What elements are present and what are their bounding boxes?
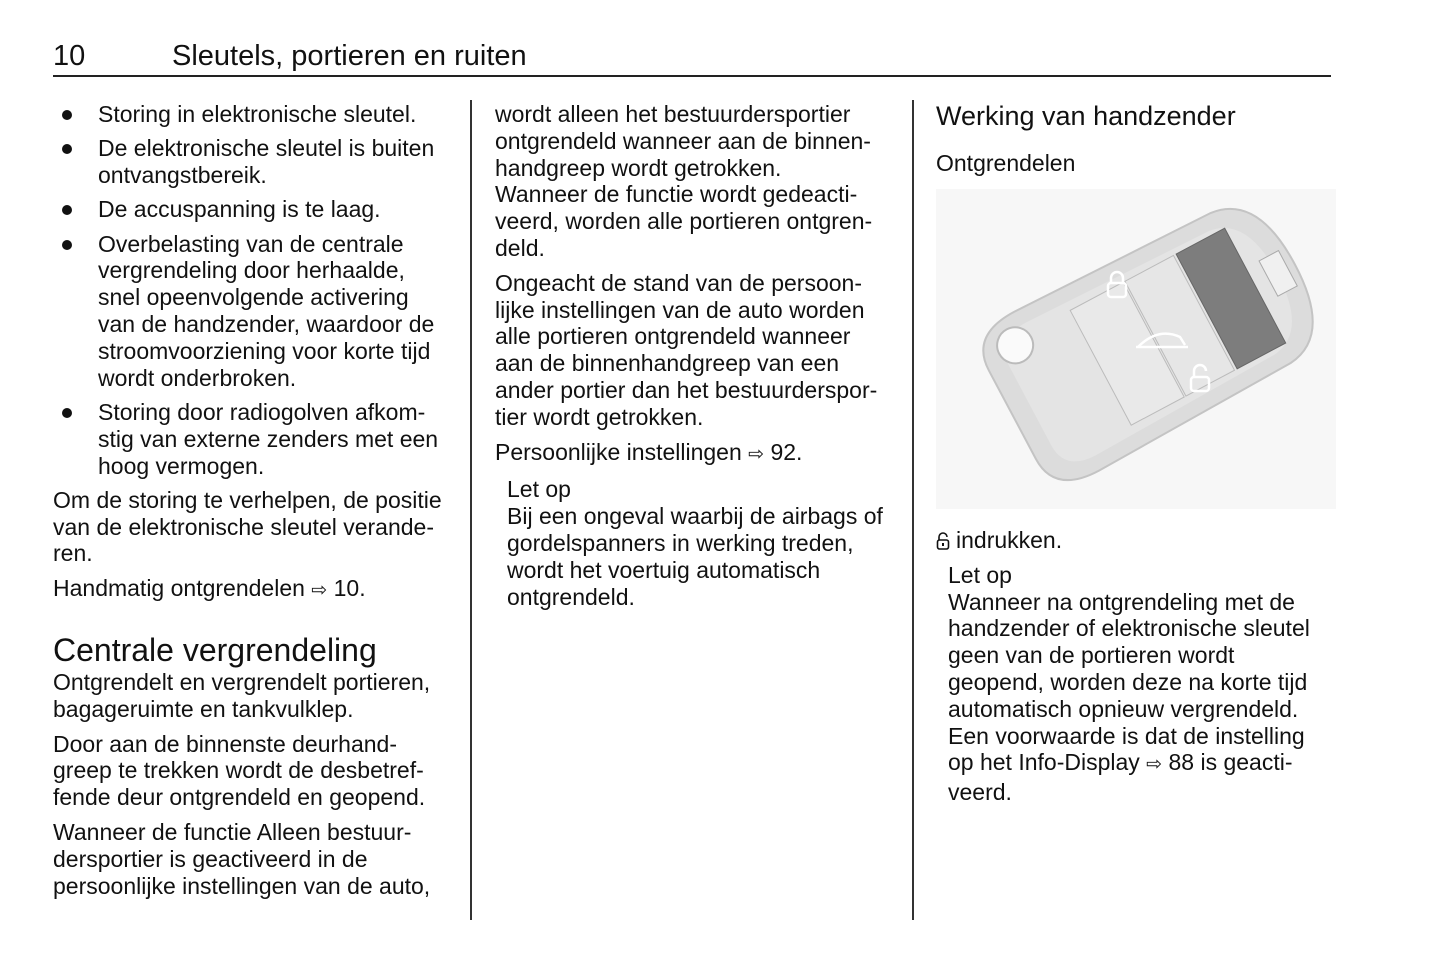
column-divider [470, 100, 472, 920]
text-line: Persoonlijke instellingen ⇨ 92. [495, 438, 803, 465]
text-line: snel opeenvolgende activering [98, 284, 409, 311]
note-title: Let op [507, 476, 571, 503]
text-line: Storing door radiogolven afkom- [98, 398, 426, 425]
text-line: Ongeacht de stand van de persoon- [495, 269, 862, 296]
section-heading [936, 101, 1336, 131]
text-line: van de handzender, waardoor de [98, 311, 435, 338]
text-line: tier wordt getrokken. [495, 403, 704, 430]
text-line: De accuspanning is te laag. [98, 196, 381, 223]
text-line: ontvangstbereik. [98, 162, 267, 189]
bullet-item [53, 196, 453, 223]
paragraph [936, 527, 1336, 554]
note-title: Let op [948, 561, 1012, 588]
text-line: veerd. [948, 779, 1012, 806]
text-line: deld. [495, 234, 545, 261]
column-1 [53, 101, 453, 907]
text-line: veerd, worden alle portieren ontgren- [495, 208, 873, 235]
text-line: automatisch opnieuw vergrendeld. [948, 695, 1299, 722]
text-line: Bij een ongeval waarbij de airbags of [507, 503, 883, 530]
subsection-heading [936, 149, 1336, 177]
page-reference-arrow-icon: ⇨ [748, 443, 765, 465]
paragraph [53, 487, 453, 567]
text-line: De elektronische sleutel is buiten [98, 135, 435, 162]
text-line: ander portier dan het bestuurderspor- [495, 376, 878, 403]
text-line: greep te trekken wordt de desbetref- [53, 757, 424, 784]
bullet-icon [62, 110, 72, 120]
bullet-icon [62, 240, 72, 250]
section-heading [53, 631, 453, 669]
note-box [936, 562, 1336, 806]
paragraph [53, 669, 453, 723]
text-line: dersportier is geactiveerd in de [53, 845, 368, 872]
bullet-item [53, 231, 453, 392]
page-reference-arrow-icon: ⇨ [311, 580, 328, 602]
bullet-icon [62, 408, 72, 418]
page-title: Sleutels, portieren en ruiten [172, 40, 527, 72]
paragraph [495, 439, 895, 469]
bullet-item [53, 399, 453, 479]
unlock-icon [936, 527, 956, 553]
text-line: Overbelasting van de centrale [98, 230, 404, 257]
text-line: Door aan de binnenste deurhand- [53, 730, 397, 757]
text-line: handzender of elektronische sleutel [948, 615, 1310, 642]
text-line: Ontgrendelen [936, 150, 1076, 176]
text-line: ontgrendeld wanneer aan de binnen- [495, 127, 871, 154]
column-2 [495, 101, 895, 618]
text-line: hoog vermogen. [98, 452, 265, 479]
bullet-icon [62, 144, 72, 154]
paragraph [495, 270, 895, 431]
text-line [936, 527, 1336, 554]
bullet-item [53, 101, 453, 128]
text-line: Werking van handzender [936, 101, 1236, 131]
text-line: Ontgrendelt en vergrendelt portieren, [53, 669, 431, 696]
text-line: fende deur ontgrendeld en geopend. [53, 784, 426, 811]
text-line: stroomvoorziening voor korte tijd [98, 337, 431, 364]
header-rule [53, 75, 1331, 77]
figure [936, 189, 1336, 509]
paragraph [53, 731, 453, 811]
page-reference-arrow-icon: ⇨ [1146, 754, 1163, 776]
text-line: van de elektronische sleutel verande- [53, 513, 435, 540]
text-line: op het Info-Display ⇨ 88 is geacti- [948, 749, 1293, 776]
text-line: handgreep wordt getrokken. [495, 154, 782, 181]
column-3 [936, 101, 1336, 814]
text-line: geen van de portieren wordt [948, 642, 1235, 669]
text-line: wordt onderbroken. [98, 364, 297, 391]
text-line: persoonlijke instellingen van de auto, [53, 872, 431, 899]
note-box [495, 476, 895, 610]
key-fob-illustration [936, 189, 1336, 509]
text-line: lijke instellingen van de auto worden [495, 296, 865, 323]
column-divider [912, 100, 914, 920]
text-line: bagageruimte en tankvulklep. [53, 695, 354, 722]
text-line: Handmatig ontgrendelen ⇨ 10. [53, 575, 366, 602]
paragraph [495, 101, 895, 262]
text-line: alle portieren ontgrendeld wanneer [495, 323, 851, 350]
text-line: Storing in elektronische sleutel. [98, 101, 417, 127]
text-line: wordt alleen het bestuurdersportier [495, 101, 851, 127]
text-line: aan de binnenhandgreep van een [495, 350, 840, 377]
bullet-item [53, 135, 453, 189]
text-line: Wanneer de functie wordt gedeacti- [495, 181, 858, 208]
bullet-icon [62, 205, 72, 215]
text-line: geopend, worden deze na korte tijd [948, 668, 1308, 695]
text-line: wordt het voertuig automatisch [507, 556, 821, 583]
text-line: Wanneer na ontgrendeling met de [948, 588, 1295, 615]
paragraph [53, 819, 453, 899]
text-line: Centrale vergrendeling [53, 632, 377, 669]
text-line: vergrendeling door herhaalde, [98, 257, 405, 284]
text-line: Een voorwaarde is dat de instelling [948, 722, 1305, 749]
text-line: Om de storing te verhelpen, de positie [53, 486, 442, 513]
text-line: gordelspanners in werking treden, [507, 529, 854, 556]
page-number: 10 [53, 40, 86, 72]
text-line: stig van externe zenders met een [98, 425, 439, 452]
text-line: ontgrendeld. [507, 583, 635, 610]
text: indrukken. [956, 527, 1063, 553]
paragraph [53, 575, 453, 605]
text-line: Wanneer de functie Alleen bestuur- [53, 819, 412, 846]
text-line: ren. [53, 540, 93, 567]
